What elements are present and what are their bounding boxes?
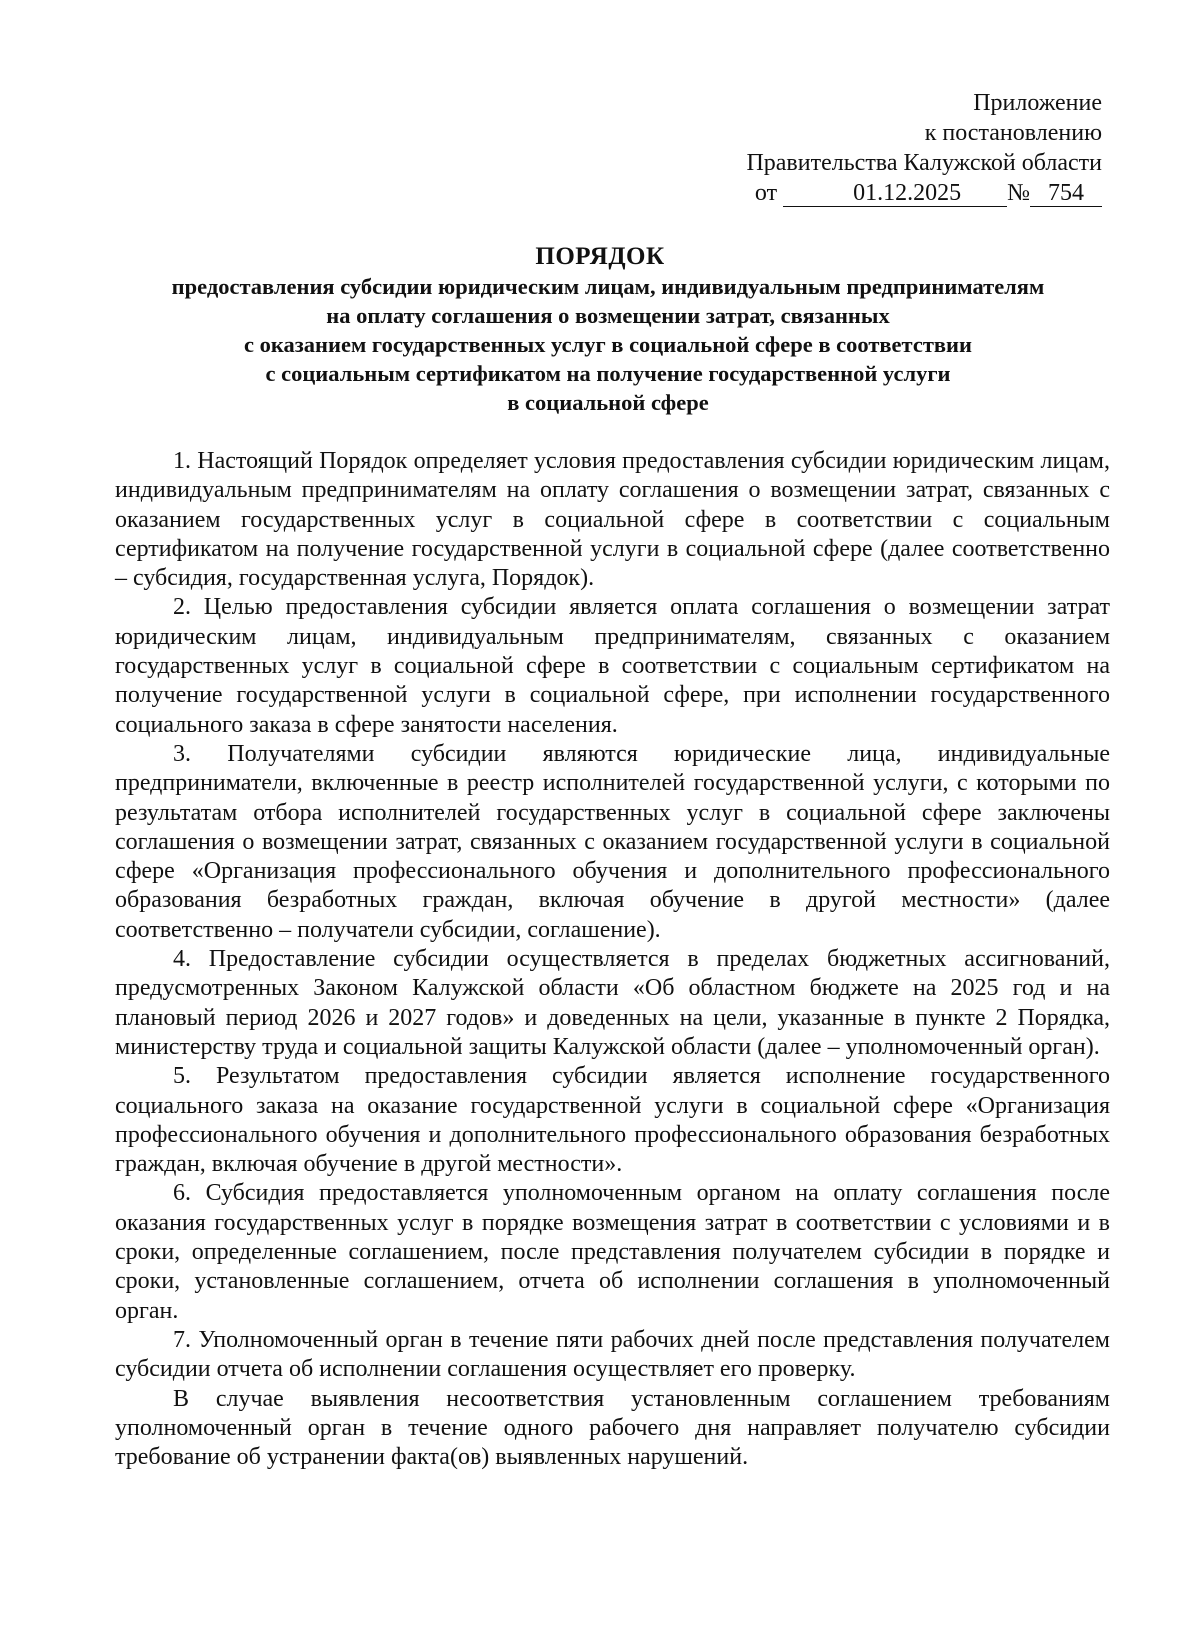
subtitle-line: в социальной сфере	[507, 390, 709, 415]
paragraph-3: 3. Получателями субсидии являются юридические лица, индивидуальные предприниматели, включенные в реестр исполнителей государственной услуги, с которыми по результатам отбора исполнителей государственных услуг в социальной сфере заключены соглашения о возмещении затрат, связанных с оказанием государственной услуги в социальной сфере «Организация профессионального обучения и дополнительного профессионального образования безработных граждан, включая обучение в другой местности» (далее соответственно – получатели субсидии, соглашение).	[115, 740, 1110, 943]
date-number-line	[746, 178, 1102, 208]
resolution-date: 01.12.2025	[783, 180, 1007, 207]
resolution-number: 754	[1030, 180, 1102, 207]
paragraph-7-continued: В случае выявления несоответствия установленным соглашением требованиям уполномоченный орган в течение одного рабочего дня направляет получателю субсидии требование об устранении факта(ов) выявленных нарушений.	[115, 1385, 1110, 1471]
government-label: Правительства Калужской области	[746, 150, 1102, 176]
paragraph-5: 5. Результатом предоставления субсидии является исполнение государственного социального заказа на оказание государственной услуги в социальной сфере «Организация профессионального обучения и дополнительного профессионального образования безработных граждан, включая обучение в другой местности».	[115, 1063, 1110, 1178]
subtitle-line: с социальным сертификатом на получение государственной услуги	[265, 361, 951, 386]
number-label: №	[1007, 180, 1030, 206]
document-subtitle	[108, 272, 1108, 417]
appendix-header	[746, 88, 1102, 208]
paragraph-4: 4. Предоставление субсидии осуществляется в пределах бюджетных ассигнований, предусмотренных Законом Калужской области «Об областном бюджете на 2025 год и на плановый период 2026 и 2027 годов» и доведенных на цели, указанные в пункте 2 Порядка, министерству труда и социальной защиты Калужской области (далее – уполномоченный орган).	[115, 946, 1110, 1060]
subtitle-line: с оказанием государственных услуг в социальной сфере в соответствии	[244, 332, 972, 357]
subtitle-line: предоставления субсидии юридическим лицам, индивидуальным предпринимателям	[171, 274, 1045, 299]
paragraph-2: 2. Целью предоставления субсидии является оплата соглашения о возмещении затрат юридическим лицам, индивидуальным предпринимателям, связанных с оказанием государственных услуг в социальной сфере в соответствии с социальным сертификатом на получение государственной услуги в социальной сфере, при исполнении государственного социального заказа в сфере занятости населения.	[115, 594, 1110, 738]
resolution-label: к постановлению	[924, 120, 1102, 146]
document-body	[115, 447, 1110, 1472]
from-label: от	[754, 180, 778, 206]
appendix-label: Приложение	[973, 90, 1102, 116]
document-title: ПОРЯДОК	[535, 243, 665, 270]
paragraph-6: 6. Субсидия предоставляется уполномоченным органом на оплату соглашения после оказания государственных услуг в порядке возмещения затрат в соответствии с условиями и в сроки, определенные соглашением, после представления получателем субсидии в порядке и сроки, установленные соглашением, отчета об исполнении соглашения в уполномоченный орган.	[115, 1180, 1110, 1324]
paragraph-1: 1. Настоящий Порядок определяет условия предоставления субсидии юридическим лицам, индивидуальным предпринимателям на оплату соглашения о возмещении затрат, связанных с оказанием государственных услуг в социальной сфере в соответствии с социальным сертификатом на получение государственной услуги в социальной сфере (далее соответственно – субсидия, государственная услуга, Порядок).	[115, 448, 1110, 592]
subtitle-line: на оплату соглашения о возмещении затрат, связанных	[326, 303, 890, 328]
paragraph-7: 7. Уполномоченный орган в течение пяти рабочих дней после представления получателем субсидии отчета об исполнении соглашения осуществляет его проверку.	[115, 1326, 1110, 1383]
